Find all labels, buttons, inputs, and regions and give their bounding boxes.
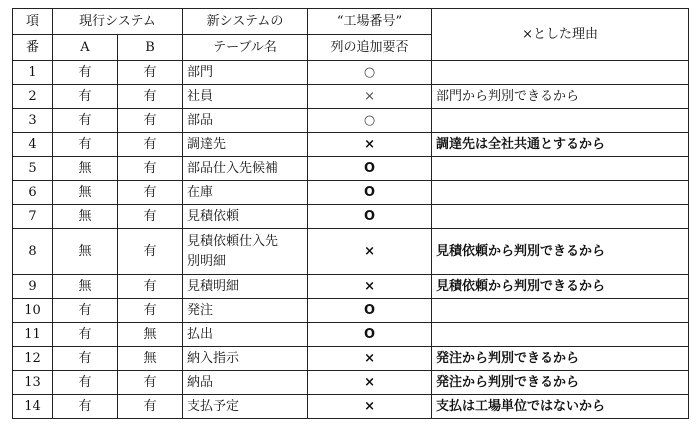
table-row: [13, 157, 689, 181]
table-row: [13, 229, 689, 275]
reason-text: [432, 299, 689, 323]
row-number: 13: [13, 371, 53, 395]
factory-number-mark: ×: [308, 371, 432, 395]
header-no-line2: 番: [13, 35, 53, 61]
reason-text: 発注から判別できるから: [432, 371, 689, 395]
header-col-a: A: [53, 35, 118, 61]
factory-number-mark: ×: [308, 395, 432, 419]
new-table-name: [183, 395, 308, 419]
current-system-a: 無: [53, 181, 118, 205]
reason-text: [432, 181, 689, 205]
reason-text: 調達先は全社共通とするから: [432, 133, 689, 157]
new-table-name: [183, 85, 308, 109]
factory-number-mark: ○: [308, 61, 432, 85]
table-name-line1: 見積明細: [187, 278, 240, 294]
new-table-name: [183, 347, 308, 371]
factory-number-table: [12, 8, 689, 419]
table-name-line1: 部品: [187, 112, 214, 128]
current-system-b: 有: [118, 371, 183, 395]
current-system-a: 有: [53, 61, 118, 85]
reason-text: 支払は工場単位ではないから: [432, 395, 689, 419]
row-number: 6: [13, 181, 53, 205]
factory-number-mark: ○: [308, 109, 432, 133]
current-system-a: 無: [53, 205, 118, 229]
table-row: [13, 205, 689, 229]
row-number: 10: [13, 299, 53, 323]
current-system-a: 無: [53, 229, 118, 275]
current-system-b: 無: [118, 323, 183, 347]
current-system-b: 有: [118, 205, 183, 229]
new-table-name: [183, 229, 308, 275]
table-name-line2: 別明細: [187, 253, 227, 269]
table-row: [13, 347, 689, 371]
current-system-b: 有: [118, 133, 183, 157]
current-system-b: 有: [118, 299, 183, 323]
reason-text: [432, 323, 689, 347]
row-number: 2: [13, 85, 53, 109]
table-name-line1: 払出: [187, 326, 214, 342]
current-system-a: 有: [53, 371, 118, 395]
header-no: 項: [13, 9, 53, 35]
factory-number-mark: ×: [308, 133, 432, 157]
row-number: 7: [13, 205, 53, 229]
current-system-a: 無: [53, 275, 118, 299]
table-name-line1: 部品仕入先候補: [187, 160, 279, 176]
current-system-a: 有: [53, 299, 118, 323]
new-table-name: [183, 181, 308, 205]
table-name-line1: 納品: [187, 374, 214, 390]
table-row: [13, 395, 689, 419]
table-name-line1: 発注: [187, 302, 214, 318]
factory-number-mark: ×: [308, 229, 432, 275]
current-system-a: 有: [53, 85, 118, 109]
current-system-a: 有: [53, 133, 118, 157]
row-number: 9: [13, 275, 53, 299]
table-name-line1: 部門: [187, 64, 214, 80]
new-table-name: [183, 299, 308, 323]
table-row: [13, 181, 689, 205]
factory-number-mark: O: [308, 157, 432, 181]
new-table-name: [183, 133, 308, 157]
table-row: [13, 275, 689, 299]
factory-number-mark: O: [308, 205, 432, 229]
row-number: 11: [13, 323, 53, 347]
table-row: [13, 323, 689, 347]
row-number: 8: [13, 229, 53, 275]
reason-text: [432, 109, 689, 133]
new-table-name: [183, 109, 308, 133]
table-row: [13, 61, 689, 85]
table-name-line1: 見積依頼: [187, 208, 240, 224]
table-name-line1: 社員: [187, 88, 214, 104]
table-name-line1: 見積依頼仕入先: [187, 233, 279, 249]
new-table-name: [183, 275, 308, 299]
header-factory-line2: 列の追加要否: [308, 35, 432, 61]
table-row: [13, 371, 689, 395]
header-new-table-line2: テーブル名: [183, 35, 308, 61]
table-row: [13, 85, 689, 109]
reason-text: [432, 61, 689, 85]
current-system-a: 有: [53, 395, 118, 419]
table-name-line1: 調達先: [187, 136, 227, 152]
reason-text: 部門から判別できるから: [432, 85, 689, 109]
header-current-system: 現行システム: [53, 9, 183, 35]
new-table-name: [183, 157, 308, 181]
table-row: [13, 299, 689, 323]
reason-text: 見積依頼から判別できるから: [432, 275, 689, 299]
table-name-line1: 納入指示: [187, 350, 240, 366]
new-table-name: [183, 371, 308, 395]
row-number: 12: [13, 347, 53, 371]
row-number: 14: [13, 395, 53, 419]
current-system-b: 有: [118, 275, 183, 299]
row-number: 5: [13, 157, 53, 181]
factory-number-mark: O: [308, 299, 432, 323]
current-system-b: 有: [118, 109, 183, 133]
factory-number-mark: ×: [308, 347, 432, 371]
new-table-name: [183, 323, 308, 347]
new-table-name: [183, 205, 308, 229]
header-col-b: B: [118, 35, 183, 61]
current-system-b: 有: [118, 157, 183, 181]
row-number: 4: [13, 133, 53, 157]
factory-number-mark: ×: [308, 275, 432, 299]
current-system-a: 有: [53, 323, 118, 347]
current-system-b: 有: [118, 229, 183, 275]
row-number: 1: [13, 61, 53, 85]
reason-text: 見積依頼から判別できるから: [432, 229, 689, 275]
table-row: [13, 109, 689, 133]
header-reason: ×とした理由: [432, 9, 689, 61]
reason-text: [432, 205, 689, 229]
factory-number-mark: ×: [308, 85, 432, 109]
table-row: [13, 133, 689, 157]
current-system-b: 有: [118, 181, 183, 205]
table-name-line1: 支払予定: [187, 398, 240, 414]
table-name-line1: 在庫: [187, 184, 214, 200]
table-body: [13, 61, 689, 419]
current-system-b: 有: [118, 61, 183, 85]
row-number: 3: [13, 109, 53, 133]
header-new-table-line1: 新システムの: [183, 9, 308, 35]
factory-number-mark: O: [308, 181, 432, 205]
reason-text: [432, 157, 689, 181]
factory-number-mark: O: [308, 323, 432, 347]
current-system-a: 有: [53, 109, 118, 133]
new-table-name: [183, 61, 308, 85]
current-system-a: 無: [53, 157, 118, 181]
current-system-b: 有: [118, 85, 183, 109]
current-system-b: 無: [118, 347, 183, 371]
current-system-a: 有: [53, 347, 118, 371]
reason-text: 発注から判別できるから: [432, 347, 689, 371]
header-factory-line1: “工場番号”: [308, 9, 432, 35]
current-system-b: 有: [118, 395, 183, 419]
